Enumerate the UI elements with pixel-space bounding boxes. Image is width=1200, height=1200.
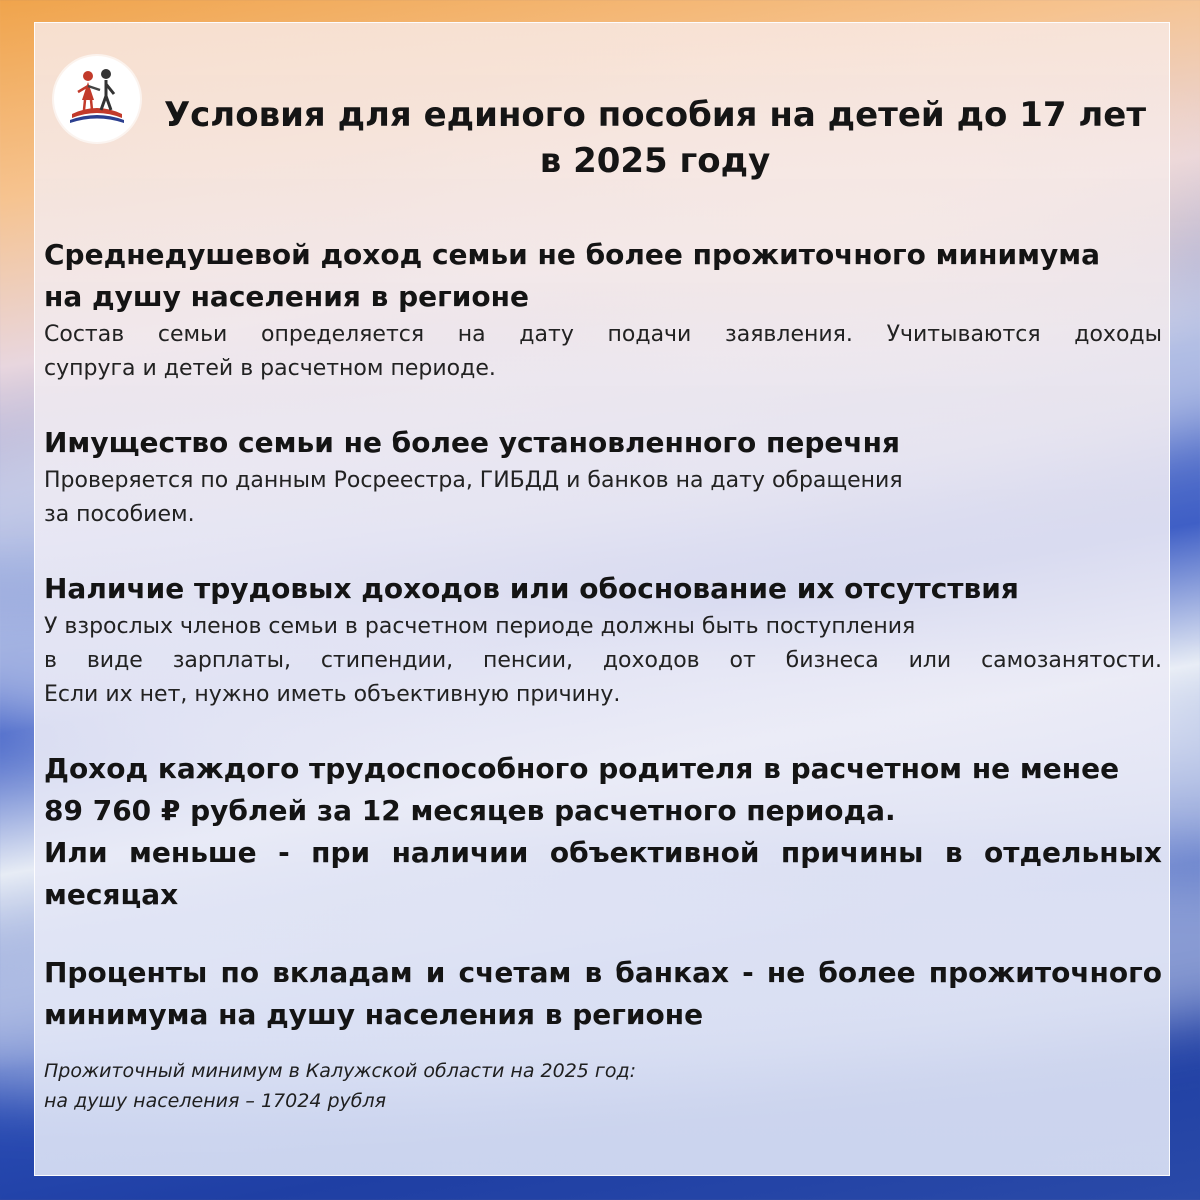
description-line: за пособием. [44, 502, 195, 527]
page-title [140, 92, 1170, 184]
heading-line: минимума на душу населения в регионе [44, 998, 704, 1031]
condition-heading [44, 234, 1162, 318]
footnote-line: на душу населения – 17024 рубля [44, 1090, 387, 1112]
heading-line: Или меньше - при наличии объективной причины в отдельных [44, 836, 1162, 869]
condition-deposits [44, 952, 1162, 1036]
condition-heading [44, 568, 1162, 610]
title-line: в 2025 году [539, 141, 771, 181]
heading-line: месяцах [44, 878, 179, 911]
heading-line: Проценты по вкладам и счетам в банках - не более прожиточного [44, 956, 1162, 989]
heading-line: на душу населения в регионе [44, 280, 529, 313]
footnote-line: Прожиточный минимум в Калужской области на 2025 год: [44, 1060, 637, 1082]
heading-line: Доход каждого трудоспособного родителя в расчетном не менее [44, 752, 1120, 785]
heading-line: Среднедушевой доход семьи не более прожиточного минимума [44, 238, 1100, 271]
description-line: Состав семьи определяется на дату подачи заявления. Учитываются доходы [44, 322, 1162, 347]
condition-heading [44, 748, 1162, 916]
title-line: Условия для единого пособия на детей до 17 лет [163, 95, 1147, 135]
condition-description [44, 464, 1162, 532]
condition-description [44, 318, 1162, 386]
footnote [44, 1056, 844, 1116]
heading-line: 89 760 ₽ рублей за 12 месяцев расчетного периода. [44, 794, 896, 827]
description-line: У взрослых членов семьи в расчетном периоде должны быть поступления [44, 614, 916, 639]
condition-income [44, 234, 1162, 386]
heading-line: Наличие трудовых доходов или обоснование их отсутствия [44, 572, 1019, 605]
condition-heading [44, 422, 1162, 464]
heading-line: Имущество семьи не более установленного перечня [44, 426, 900, 459]
description-line: супруга и детей в расчетном периоде. [44, 356, 496, 381]
family-children-logo-icon [54, 56, 140, 142]
condition-parent-income [44, 748, 1162, 916]
description-line: Проверяется по данным Росреестра, ГИБДД и банков на дату обращения [44, 468, 903, 493]
condition-description [44, 610, 1162, 712]
description-line: Если их нет, нужно иметь объективную причину. [44, 682, 621, 707]
condition-property [44, 422, 1162, 532]
conditions-list [44, 234, 1162, 1072]
condition-employment [44, 568, 1162, 712]
description-line: в виде зарплаты, стипендии, пенсии, доходов от бизнеса или самозанятости. [44, 648, 1162, 673]
condition-heading [44, 952, 1162, 1036]
